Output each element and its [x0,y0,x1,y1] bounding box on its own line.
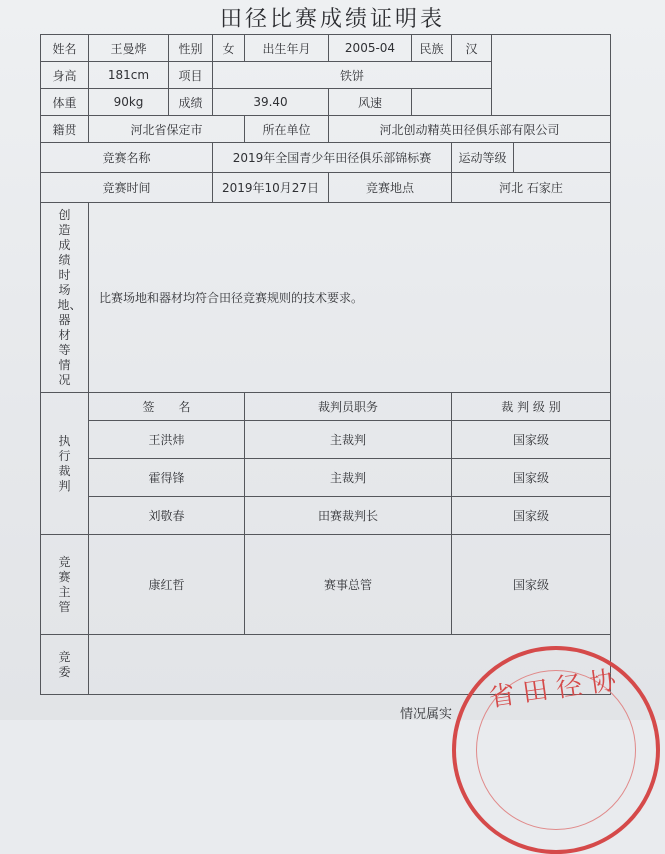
header-sign: 签 名 [89,393,245,421]
supervisor-role: 赛事总管 [245,535,452,635]
label-sport-level: 运动等级 [452,143,514,173]
label-event: 项目 [169,62,213,89]
label-gender: 性别 [169,35,213,62]
label-wind: 风速 [329,89,412,116]
committee-cell [89,635,611,695]
value-result: 39.40 [213,89,329,116]
label-executing-judges: 执行裁判 [41,393,89,535]
label-competition: 竞赛名称 [41,143,213,173]
label-weight: 体重 [41,89,89,116]
row-conditions [41,203,611,393]
committee-note: 情况属实 [400,707,453,722]
judge-name: 霍得锋 [89,459,245,497]
label-committee: 竞委 [41,635,89,695]
row-competition [41,143,611,173]
value-origin: 河北省保定市 [89,116,245,143]
label-venue: 竞赛地点 [329,173,452,203]
value-time: 2019年10月27日 [213,173,329,203]
value-birth: 2005-04 [329,35,412,62]
label-birth: 出生年月 [245,35,329,62]
judge-role: 主裁判 [245,459,452,497]
record-form-table [40,34,611,695]
row-supervisor [41,535,611,635]
judge-level: 国家级 [452,497,611,535]
label-name: 姓名 [41,35,89,62]
label-height: 身高 [41,62,89,89]
header-judge-role: 裁判员职务 [245,393,452,421]
value-name: 王曼烨 [89,35,169,62]
label-supervisor: 竞赛主管 [41,535,89,635]
value-gender: 女 [213,35,245,62]
row-basic-1 [41,35,611,62]
judge-row [41,459,611,497]
value-ethnicity: 汉 [452,35,492,62]
label-origin: 籍贯 [41,116,89,143]
value-conditions: 比赛场地和器材均符合田径竞赛规则的技术要求。 [89,203,611,393]
row-committee [41,635,611,695]
value-weight: 90kg [89,89,169,116]
label-result: 成绩 [169,89,213,116]
row-time [41,173,611,203]
judge-role: 田赛裁判长 [245,497,452,535]
header-judge-level: 裁 判 级 别 [452,393,611,421]
value-sport-level [514,143,611,173]
judge-role: 主裁判 [245,421,452,459]
value-wind [412,89,492,116]
judge-name: 刘敬春 [89,497,245,535]
value-event: 铁饼 [213,62,492,89]
seal-text: 省田径协 [486,664,626,714]
judge-row [41,497,611,535]
value-competition: 2019年全国青少年田径俱乐部锦标赛 [213,143,452,173]
photo-area [492,35,611,116]
row-judge-header [41,393,611,421]
judge-level: 国家级 [452,421,611,459]
label-conditions: 创造成绩时场地、器材等情况 [41,203,89,393]
judge-name: 王洪炜 [89,421,245,459]
row-origin [41,116,611,143]
document-title: 田径比赛成绩证明表 [219,7,445,32]
supervisor-level: 国家级 [452,535,611,635]
label-time: 竞赛时间 [41,173,213,203]
label-ethnicity: 民族 [412,35,452,62]
value-height: 181cm [89,62,169,89]
label-unit: 所在单位 [245,116,329,143]
value-unit: 河北创动精英田径俱乐部有限公司 [329,116,611,143]
judge-level: 国家级 [452,459,611,497]
value-venue: 河北 石家庄 [452,173,611,203]
judge-row [41,421,611,459]
supervisor-name: 康红哲 [89,535,245,635]
